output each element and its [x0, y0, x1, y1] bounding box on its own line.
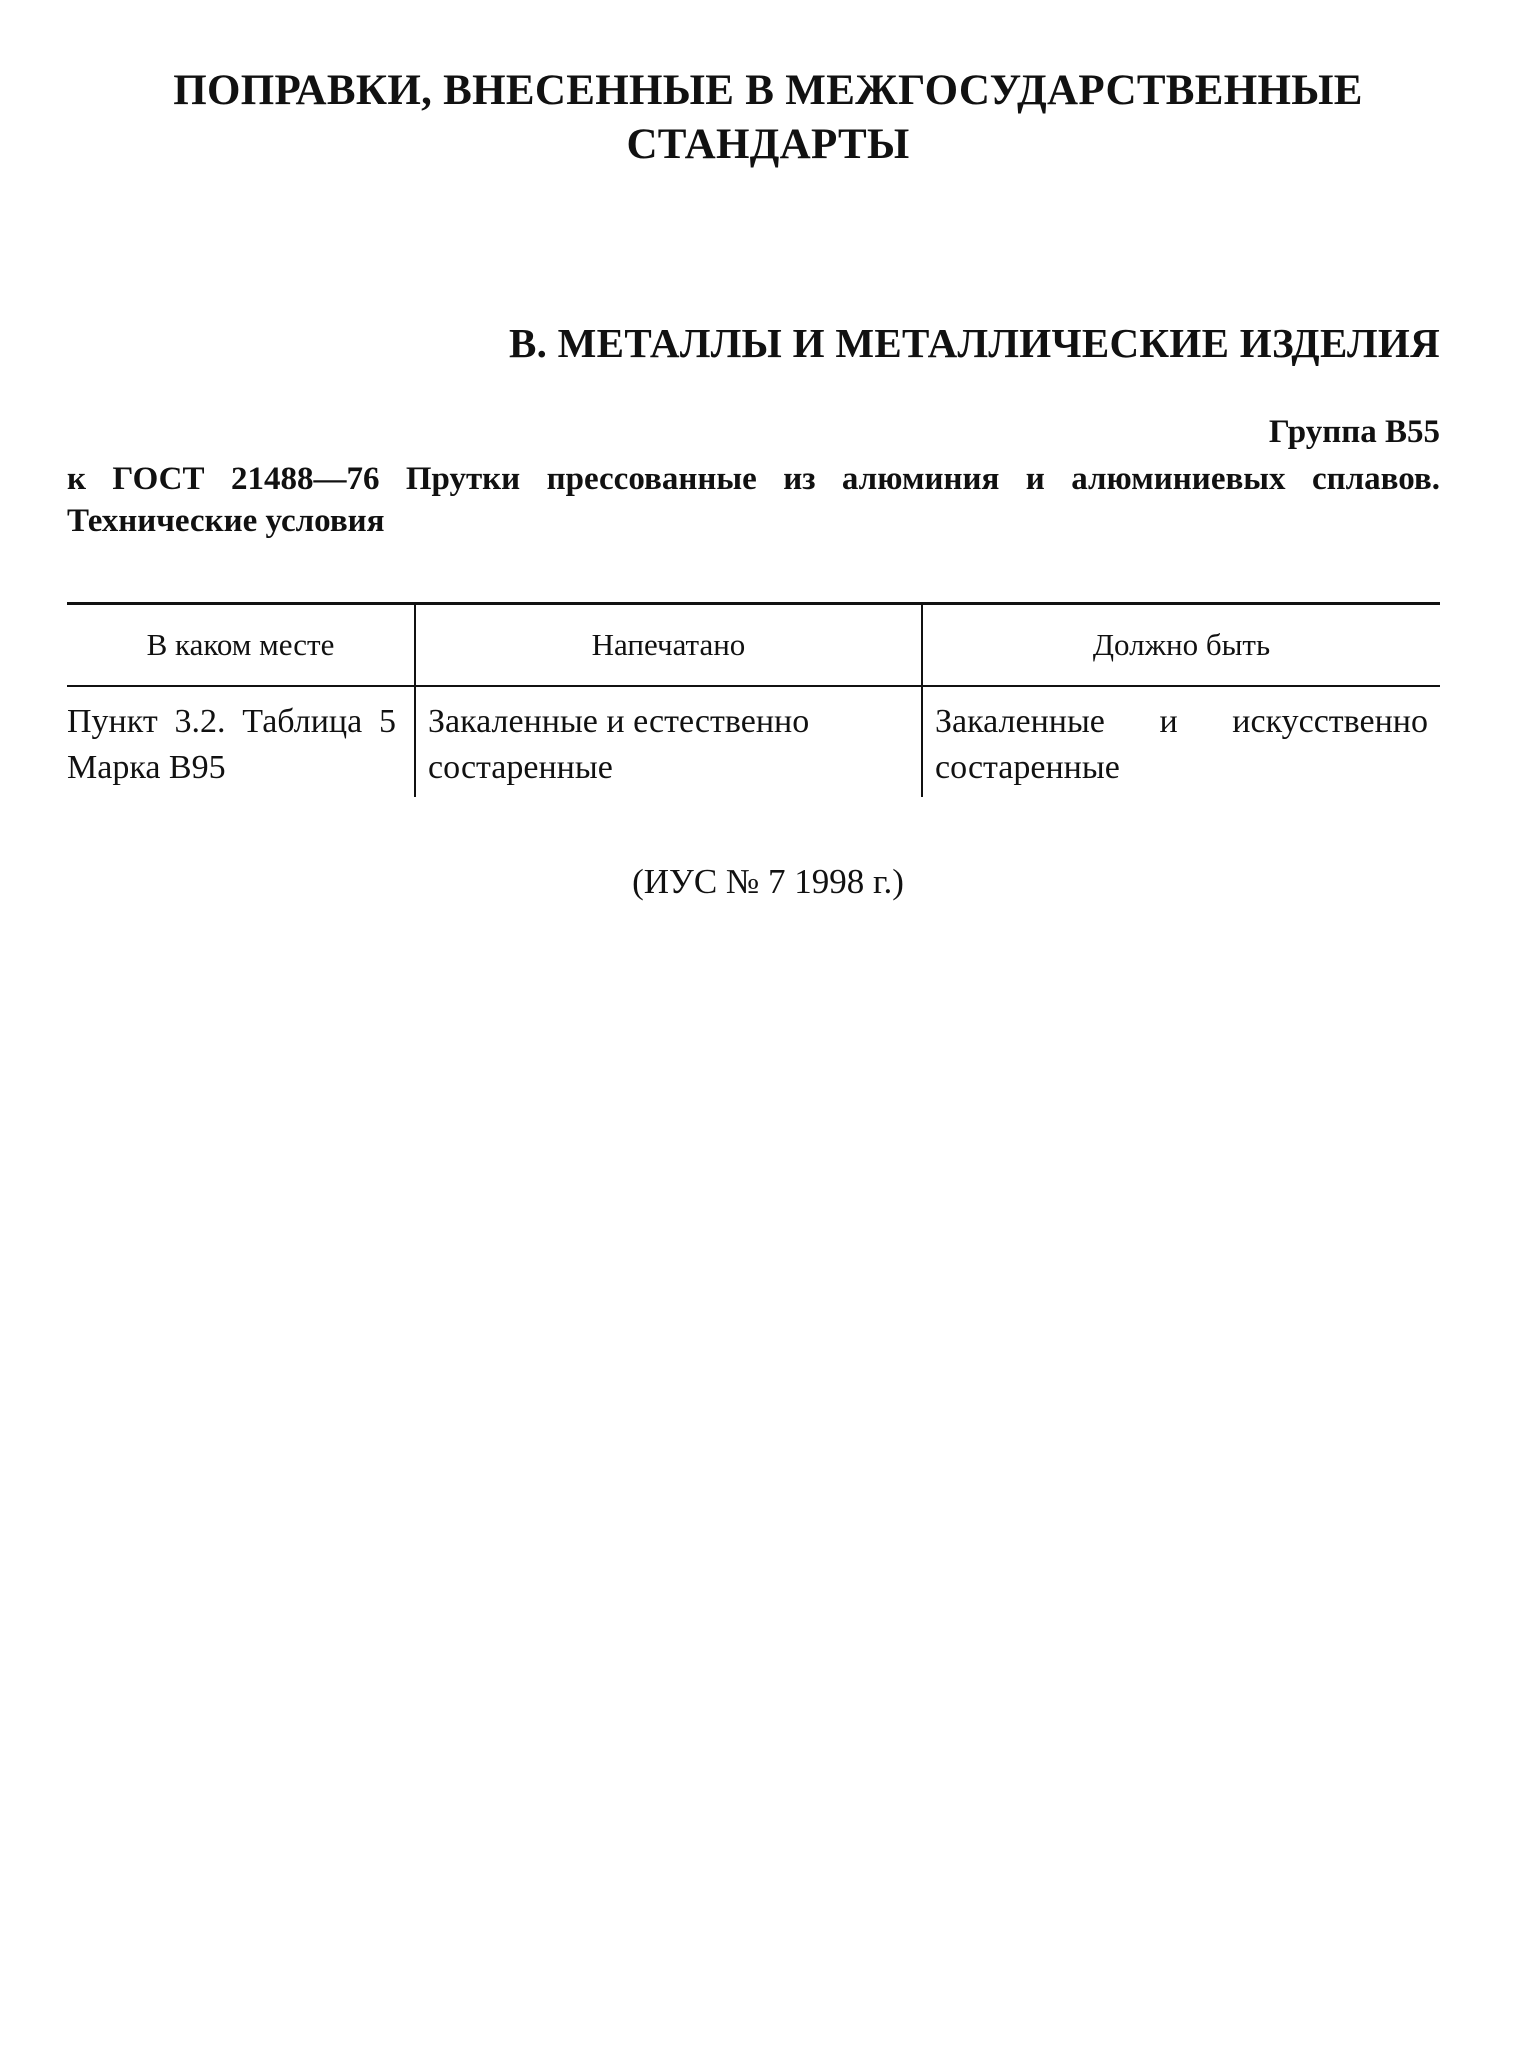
table-row: [67, 686, 1440, 797]
cell-location: Пункт 3.2. Таблица 5 Марка В95: [67, 703, 396, 786]
cell-printed: Закаленные и естественно состаренные: [415, 686, 922, 797]
page-title-line-2: СТАНДАРТЫ: [626, 121, 910, 168]
source-note: (ИУС № 7 1998 г.): [632, 862, 904, 901]
page-title-line-1: ПОПРАВКИ, ВНЕСЕННЫЕ В МЕЖГОСУДАРСТВЕННЫЕ: [173, 67, 1363, 114]
page-title: [60, 64, 1476, 172]
section-heading: В. МЕТАЛЛЫ И МЕТАЛЛИЧЕСКИЕ ИЗДЕЛИЯ: [508, 320, 1440, 366]
column-header-correct: Должно быть: [922, 604, 1440, 687]
table-header-row: [67, 604, 1440, 687]
column-header-location: В каком месте: [67, 604, 415, 687]
column-header-printed: Напечатано: [415, 604, 922, 687]
corrections-table: [67, 602, 1440, 797]
cell-correct: Закаленные и искусственно состаренные: [922, 686, 1440, 797]
amendment-subject: к ГОСТ 21488—76 Прутки прессованные из алюминия и алюминиевых сплавов. Технические условия: [67, 461, 1440, 539]
group-label: Группа В55: [1268, 414, 1440, 450]
